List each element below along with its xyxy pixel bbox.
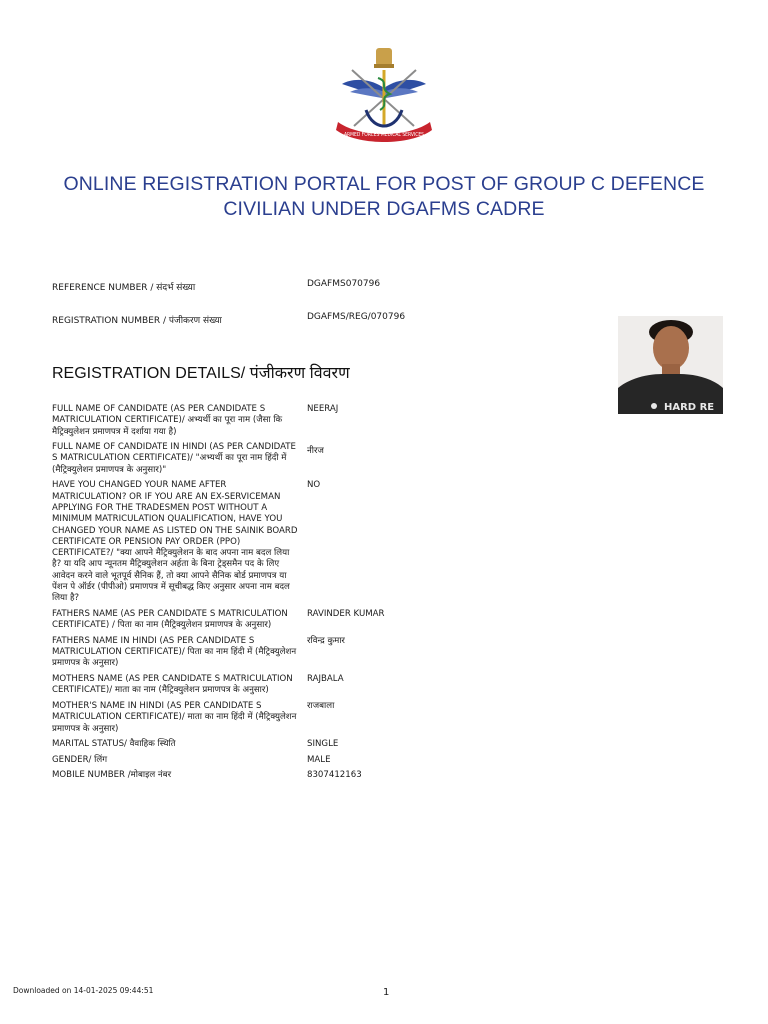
candidate-photo-graphic: [618, 316, 723, 414]
title-line-1: ONLINE REGISTRATION PORTAL FOR POST OF GROUP C DEFENCE: [63, 173, 705, 195]
detail-label: MARITAL STATUS/ वैवाहिक स्थिति: [52, 739, 176, 750]
detail-label: FULL NAME OF CANDIDATE (AS PER CANDIDATE S MATRICULATION CERTIFICATE)/ अभ्यर्थी का पूरा नाम (जैसा कि मैट्रिक्युलेशन प्रमाणपत्र में दर्शाया गया है): [52, 404, 283, 437]
detail-row-full-name: [52, 404, 612, 438]
detail-row-full-name-hindi: [52, 442, 612, 476]
page-number: 1: [383, 987, 390, 998]
detail-value: नीरज: [307, 446, 324, 457]
detail-row-gender: [52, 755, 612, 766]
detail-value: SINGLE: [307, 739, 339, 750]
download-timestamp: Downloaded on 14-01-2025 09:44:51: [13, 986, 154, 995]
detail-value: NO: [307, 480, 321, 491]
detail-row-mother-name-hindi: [52, 701, 612, 735]
registration-details-heading: REGISTRATION DETAILS/ पंजीकरण विवरण: [52, 365, 350, 382]
detail-row-father-name-hindi: [52, 636, 612, 670]
candidate-photo: [618, 316, 723, 414]
page-title: [30, 172, 738, 222]
detail-label: MOBILE NUMBER /मोबाइल नंबर: [52, 770, 172, 781]
detail-value: राजबाला: [307, 700, 335, 711]
shirt-text: HARD RE: [664, 402, 715, 413]
title-line-2: CIVILIAN UNDER DGAFMS CADRE: [223, 198, 545, 220]
reference-number-value: DGAFMS070796: [307, 279, 381, 289]
afms-emblem: [330, 44, 438, 148]
detail-row-mother-name: [52, 674, 612, 697]
detail-label: HAVE YOU CHANGED YOUR NAME AFTER MATRICULATION? OR IF YOU ARE AN EX-SERVICEMAN APPLYING FOR THE TRADESMEN POST WITHOUT A MINIMUM MATRICULATION QUALIFICATION, HAVE YOU CHANGED YOUR NAME AS LISTED ON THE SAINIK BOARD CERTIFICATE OR PENSION PAY ORDER (PPO) CERTIFICATE?/ "क्या आपने मैट्रिक्युलेशन के बाद अपना नाम बदल लिया है? या यदि आप न्यूनतम मैट्रिक्युलेशन अर्हता के बिना ट्रेड्समैन पद के लिए आवेदन करने वाले भूतपूर्व सैनिक हैं, तो क्या आपने सैनिक बोर्ड प्रमाणपत्र या पेंशन पे ऑर्डर (पीपीओ) प्रमाणपत्र में सूचीबद्ध किए अनुसार अपना नाम बदल लिया है?: [52, 480, 298, 604]
detail-value: NEERAJ: [307, 404, 339, 414]
detail-value: RAJBALA: [307, 674, 344, 685]
detail-label: FULL NAME OF CANDIDATE IN HINDI (AS PER CANDIDATE S MATRICULATION CERTIFICATE)/ "अभ्यर्थी का पूरा नाम हिंदी में (मैट्रिक्युलेशन प्रमाणपत्र के अनुसार)": [52, 442, 296, 475]
emblem-graphic: [330, 44, 438, 148]
emblem-banner-text: ARMED FORCES MEDICAL SERVICES: [344, 132, 424, 138]
detail-value: 8307412163: [307, 770, 362, 781]
registration-number-value: DGAFMS/REG/070796: [307, 312, 406, 322]
detail-row-mobile-number: [52, 770, 612, 781]
detail-value: रविन्द्र कुमार: [307, 635, 345, 646]
detail-row-name-changed: [52, 480, 612, 604]
detail-row-marital-status: [52, 739, 612, 750]
detail-label: FATHERS NAME (AS PER CANDIDATE S MATRICULATION CERTIFICATE) / पिता का नाम (मैट्रिक्युलेशन प्रमाणपत्र के अनुसार): [52, 608, 288, 631]
reference-number-label: REFERENCE NUMBER / संदर्भ संख्या: [52, 283, 196, 293]
registration-number-label: REGISTRATION NUMBER / पंजीकरण संख्या: [52, 316, 222, 326]
detail-label: MOTHERS NAME (AS PER CANDIDATE S MATRICULATION CERTIFICATE)/ माता का नाम (मैट्रिक्युलेशन प्रमाणपत्र के अनुसार): [52, 674, 293, 696]
detail-label: FATHERS NAME IN HINDI (AS PER CANDIDATE S MATRICULATION CERTIFICATE)/ पिता का नाम हिंदी में (मैट्रिक्युलेशन प्रमाणपत्र के अनुसार): [52, 635, 297, 669]
detail-value: MALE: [307, 754, 331, 765]
detail-label: MOTHER'S NAME IN HINDI (AS PER CANDIDATE S MATRICULATION CERTIFICATE)/ माता का नाम हिंदी में (मैट्रिक्युलेशन प्रमाणपत्र के अनुसार): [52, 700, 297, 734]
detail-label: GENDER/ लिंग: [52, 754, 108, 765]
detail-row-father-name: [52, 609, 612, 632]
registration-details-list: [52, 404, 612, 786]
detail-value: RAVINDER KUMAR: [307, 608, 385, 619]
